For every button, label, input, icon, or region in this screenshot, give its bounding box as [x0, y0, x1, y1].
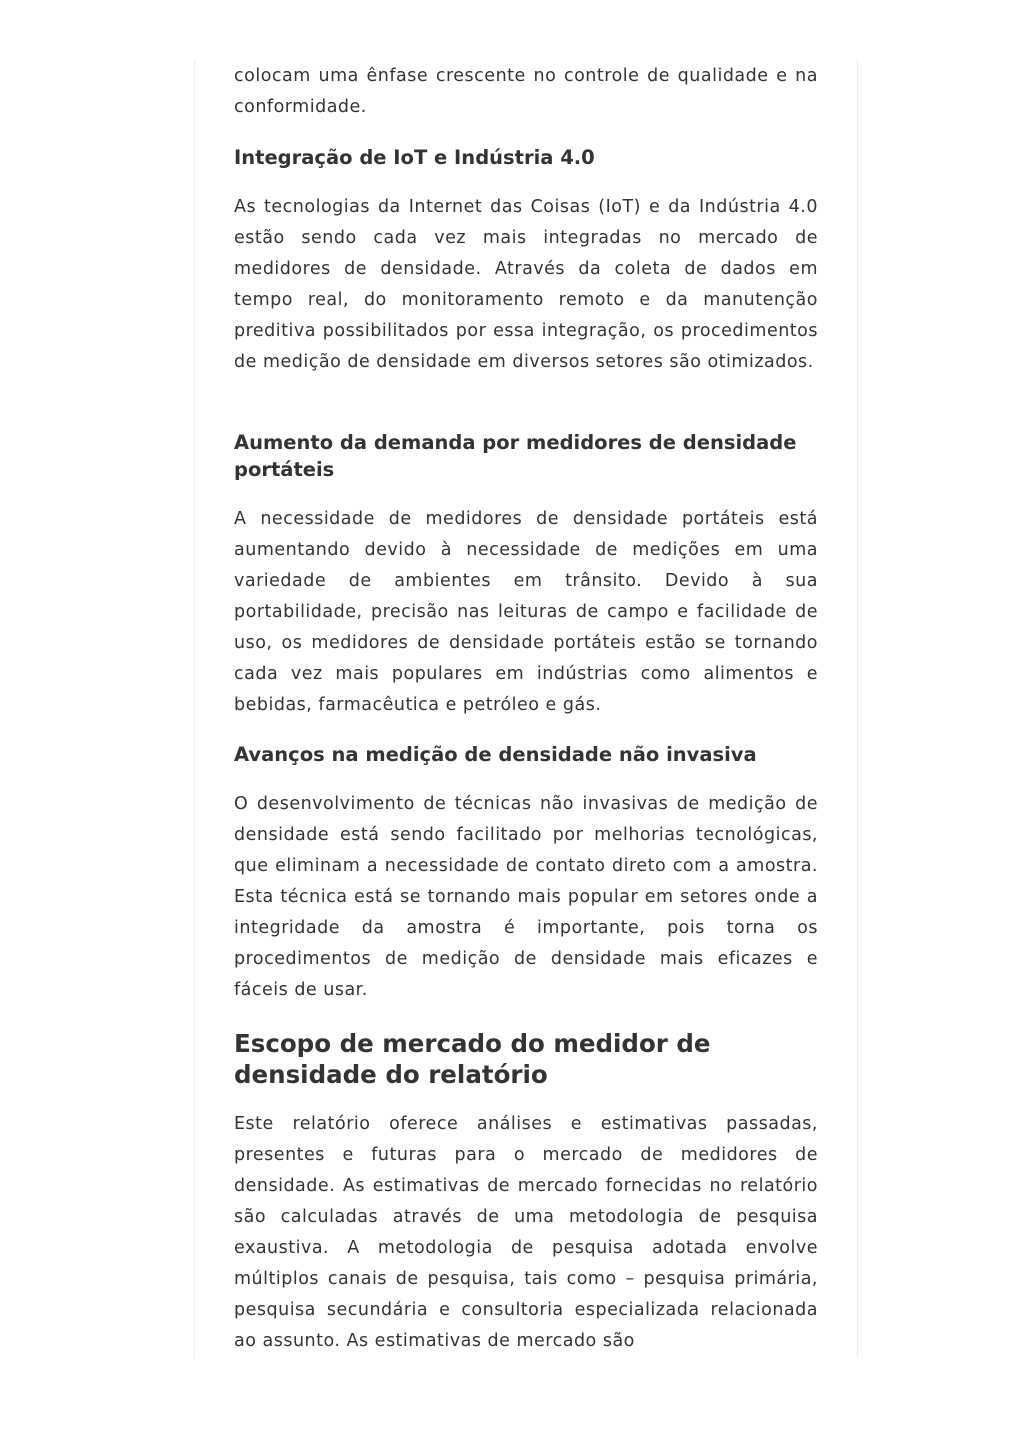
- section-paragraph-noninvasive: O desenvolvimento de técnicas não invasivas de medição de densidade está sendo facilitado por melhorias tecnológicas, que eliminam a necessidade de contato direto com a amostra. Esta técnica está se tornando mais popular em setores onde a integridade da amostra é importante, pois torna os procedimentos de medição de densidade mais eficazes e fáceis de usar.: [234, 794, 818, 1000]
- section-paragraph-iot: As tecnologias da Internet das Coisas (IoT) e da Indústria 4.0 estão sendo cada vez mais integradas no mercado de medidores de densidade. Através da coleta de dados em tempo real, do monitoramento remoto e da manutenção preditiva possibilitados por essa integração, os procedimentos de medição de densidade em diversos setores são otimizados.: [234, 197, 818, 372]
- intro-paragraph-tail: colocam uma ênfase crescente no controle de qualidade e na conformidade.: [234, 66, 818, 117]
- scope-heading: Escopo de mercado do medidor de densidade do relatório: [234, 1029, 711, 1089]
- section-heading-portable: Aumento da demanda por medidores de densidade portáteis: [234, 431, 797, 481]
- section-paragraph-portable: A necessidade de medidores de densidade portáteis está aumentando devido à necessidade de medições em uma variedade de ambientes em trânsito. Devido à sua portabilidade, precisão nas leituras de campo e facilidade de uso, os medidores de densidade portáteis estão se tornando cada vez mais populares em indústrias como alimentos e bebidas, farmacêutica e petróleo e gás.: [234, 509, 818, 715]
- section-heading-noninvasive: Avanços na medição de densidade não invasiva: [234, 743, 757, 766]
- section-heading-iot: Integração de IoT e Indústria 4.0: [234, 146, 595, 169]
- scope-paragraph: Este relatório oferece análises e estimativas passadas, presentes e futuras para o mercado de medidores de densidade. As estimativas de mercado fornecidas no relatório são calculadas através de uma metodologia de pesquisa exaustiva. A metodologia de pesquisa adotada envolve múltiplos canais de pesquisa, tais como – pesquisa primária, pesquisa secundária e consultoria especializada relacionada ao assunto. As estimativas de mercado são: [234, 1114, 818, 1351]
- article-body: [234, 0, 818, 1449]
